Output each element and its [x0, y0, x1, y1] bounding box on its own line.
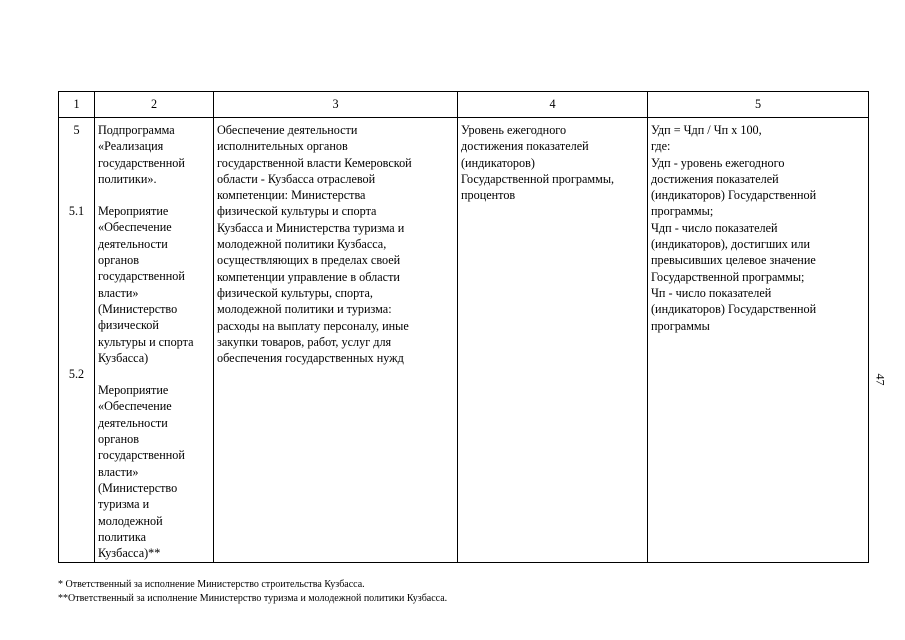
text-line: Чп - число показателей [651, 285, 772, 300]
text-line: превысивших целевое значение [651, 253, 816, 268]
text-line: (индикаторов) Государственной [651, 302, 817, 317]
text-line: деятельности [98, 236, 168, 251]
text-line: культуры и спорта [98, 334, 194, 349]
text-line: физической культуры, спорта, [217, 285, 373, 300]
footnotes [58, 578, 447, 606]
text-line: органов [98, 432, 139, 447]
header-cell-1: 1 [59, 92, 95, 118]
text-line: молодежной [98, 513, 163, 528]
text-line: власти» [98, 285, 139, 300]
text-line: государственной [98, 448, 185, 463]
text-line: (Министерство [98, 480, 178, 495]
text-line: молодежной политики Кузбасса, [217, 237, 387, 252]
text-line: программы [651, 318, 710, 333]
text-line: расходы на выплату персоналу, иные [217, 318, 409, 333]
item-number: 5 [73, 123, 80, 137]
text-line: физической культуры и спорта [217, 204, 377, 219]
item-number: 5.2 [68, 366, 85, 381]
text-line: области - Кузбасса отраслевой [217, 171, 376, 186]
text-line: молодежной политики и туризма: [217, 302, 392, 317]
text-line: Подпрограмма [98, 123, 175, 137]
text-line: Удп - уровень ежегодного [651, 155, 785, 170]
text-line: (индикаторов) [461, 155, 535, 170]
text-line: Удп = Чдп / Чп х 100, [651, 123, 762, 137]
text-line: Государственной программы; [651, 269, 805, 284]
text-line: власти» [98, 464, 139, 479]
subprogram-name [98, 122, 210, 187]
text-line: политика [98, 529, 147, 544]
text-line: «Реализация [98, 139, 164, 154]
text-line: процентов [461, 188, 516, 203]
text-line: Обеспечение деятельности [217, 123, 358, 137]
text-line: где: [651, 139, 671, 154]
text-line: Государственной программы, [461, 171, 615, 186]
text-line: (индикаторов), достигших или [651, 237, 811, 252]
measure-5-2-name [98, 382, 210, 561]
header-row [59, 92, 869, 118]
text-line: компетенции: Министерства [217, 188, 366, 203]
text-line: закупки товаров, работ, услуг для [217, 334, 392, 349]
measure-5-1-name [98, 203, 210, 366]
text-line: Кузбасса)** [98, 546, 161, 561]
description-cell [214, 118, 458, 563]
table-row [59, 118, 869, 563]
text-line: исполнительных органов [217, 139, 348, 154]
text-line: компетенции управление в области [217, 269, 400, 284]
footnote: * Ответственный за исполнение Министерство строительства Кузбасса. [58, 579, 365, 590]
name-cell [95, 118, 214, 563]
text-line: (индикаторов) Государственной [651, 188, 817, 203]
page-number: 47 [873, 373, 888, 386]
text-line: туризма и [98, 497, 150, 512]
text-line: достижения показателей [461, 139, 589, 154]
text-line: обеспечения государственных нужд [217, 351, 404, 366]
text-line: государственной [98, 155, 185, 170]
item-number: 5.1 [68, 204, 85, 219]
text-line: Мероприятие [98, 204, 169, 219]
text-line: осуществляющих в пределах своей [217, 253, 401, 268]
text-line: государственной власти Кемеровской [217, 155, 412, 170]
text-line: «Обеспечение [98, 220, 172, 235]
text-line: достижения показателей [651, 171, 779, 186]
text-line: программы; [651, 204, 714, 219]
text-line: «Обеспечение [98, 399, 172, 414]
text-line: физической [98, 318, 159, 333]
text-line: Чдп - число показателей [651, 220, 778, 235]
number-cell [59, 118, 95, 563]
text-line: Кузбасса и Министерства туризма и [217, 220, 405, 235]
text-line: Мероприятие [98, 383, 169, 398]
header-cell-4: 4 [458, 92, 648, 118]
text-line: государственной [98, 269, 185, 284]
text-line: Кузбасса) [98, 350, 149, 365]
formula-cell [648, 118, 869, 563]
header-cell-2: 2 [95, 92, 214, 118]
text-line: деятельности [98, 415, 168, 430]
text-line: (Министерство [98, 301, 178, 316]
text-line: политики». [98, 171, 157, 186]
header-cell-5: 5 [648, 92, 869, 118]
indicator-cell [458, 118, 648, 563]
footnote: **Ответственный за исполнение Министерство туризма и молодежной политики Кузбасса. [58, 593, 448, 604]
text-line: органов [98, 253, 139, 268]
program-table [58, 91, 869, 563]
header-cell-3: 3 [214, 92, 458, 118]
text-line: Уровень ежегодного [461, 123, 567, 137]
